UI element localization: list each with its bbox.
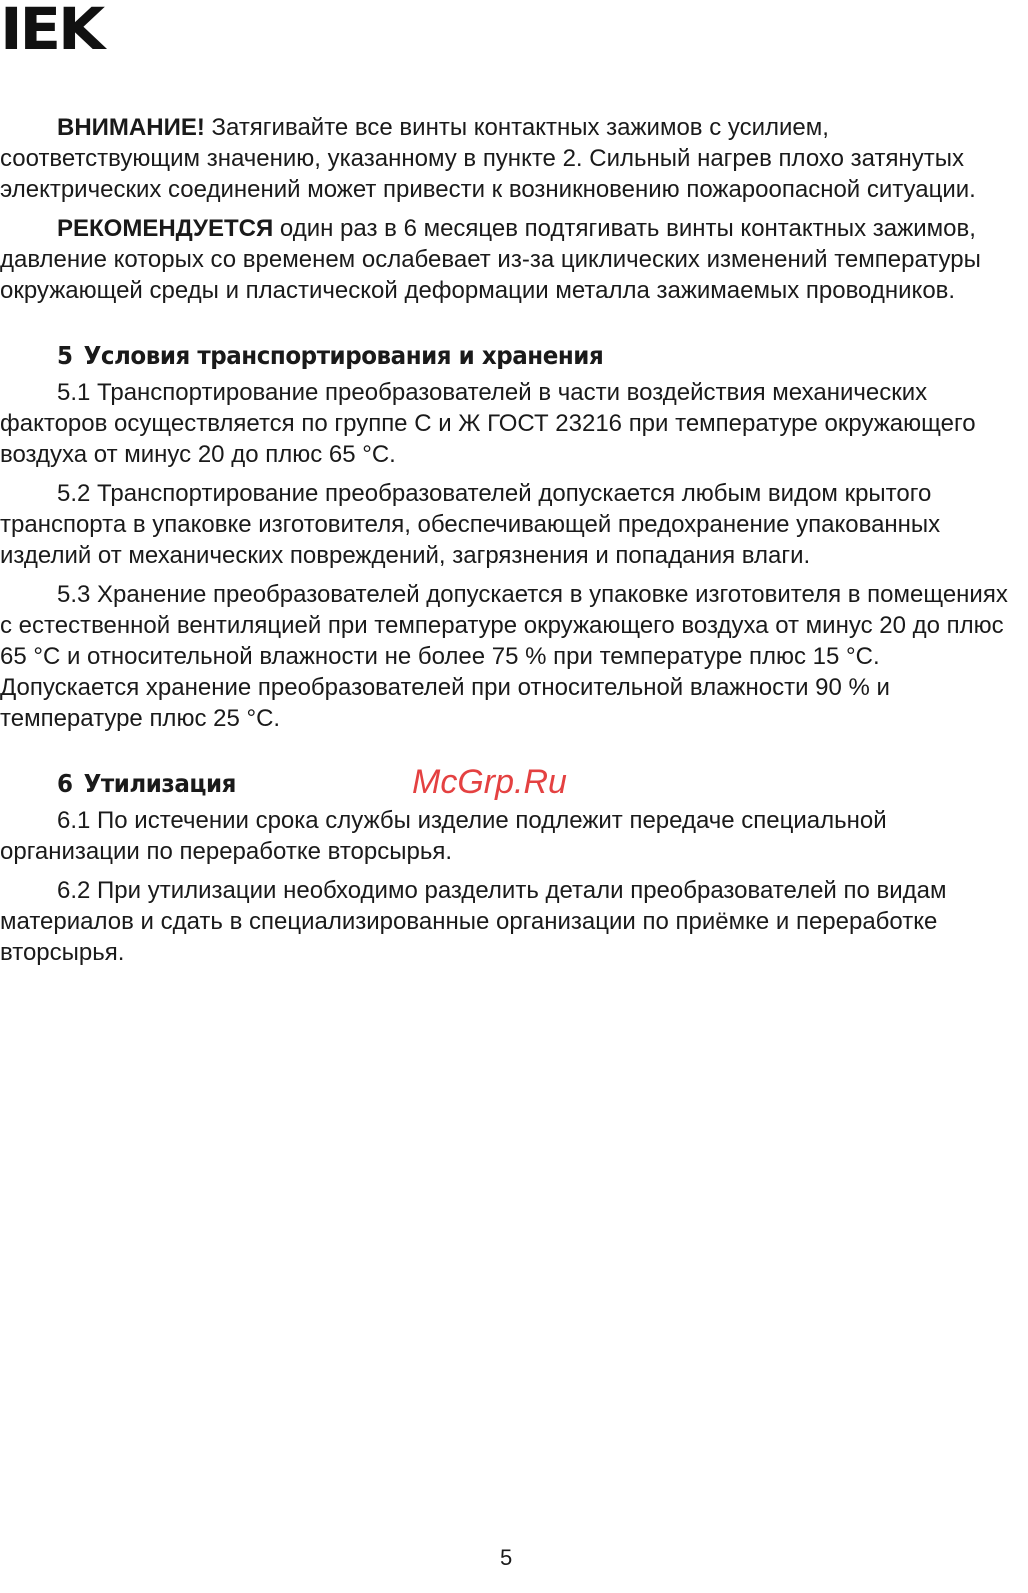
item-5-2: 5.2 Транспортирование преобразователей допускается любым видом крытого транспорта в упаковке изготовителя, обеспечивающей предохранение упакованных изделий от механических повреждений, загрязнения и попадания влаги.: [0, 480, 941, 569]
recommendation-paragraph: [0, 213, 1022, 306]
iek-logo: IEK: [0, 0, 103, 63]
item-6-2: 6.2 При утилизации необходимо разделить детали преобразователей по видам материалов и сдать в специализированные организации по приёмке и переработке вторсырья.: [0, 877, 947, 966]
section-5-number: 5: [57, 341, 73, 370]
item-5-3: 5.3 Хранение преобразователей допускается в упаковке изготовителя в помещениях с естественной вентиляцией при температуре окружающего воздуха от минус 20 до плюс 65 °С и относительной влажности не более 75 % при температуре плюс 15 °С. Допускается хранение преобразователей при относительной влажности 90 % и температуре плюс 25 °С.: [0, 581, 1008, 732]
page-number: 5: [500, 1545, 513, 1570]
section-5-title: Условия транспортирования и хранения: [83, 341, 604, 370]
warning-lead: ВНИМАНИЕ!: [57, 114, 205, 141]
section-6-title: Утилизация: [83, 769, 236, 798]
section-5-heading: [57, 339, 945, 373]
watermark: McGrp.Ru: [412, 763, 567, 801]
document-body: [0, 112, 1022, 976]
item-6-1: 6.1 По истечении срока службы изделие подлежит передаче специальной организации по переработке вторсырья.: [0, 807, 887, 865]
item-5-1: 5.1 Транспортирование преобразователей в части воздействия механических факторов осуществляется по группе С и Ж ГОСТ 23216 при температуре окружающего воздуха от минус 20 до плюс 65 °С.: [0, 379, 976, 468]
recommendation-text: один раз в 6 месяцев подтягивать винты контактных зажимов, давление которых со временем ослабевает из-за циклических изменений температуры окружающей среды и пластической деформации металла зажимаемых проводников.: [0, 215, 981, 304]
recommendation-lead: РЕКОМЕНДУЕТСЯ: [57, 215, 274, 242]
warning-text: Затягивайте все винты контактных зажимов с усилием, соответствующим значению, указанному в пункте 2. Сильный нагрев плохо затянутых электрических соединений может привести к возникновению пожароопасной ситуации.: [0, 114, 976, 203]
warning-paragraph: [0, 112, 1022, 205]
section-6-number: 6: [57, 769, 73, 798]
